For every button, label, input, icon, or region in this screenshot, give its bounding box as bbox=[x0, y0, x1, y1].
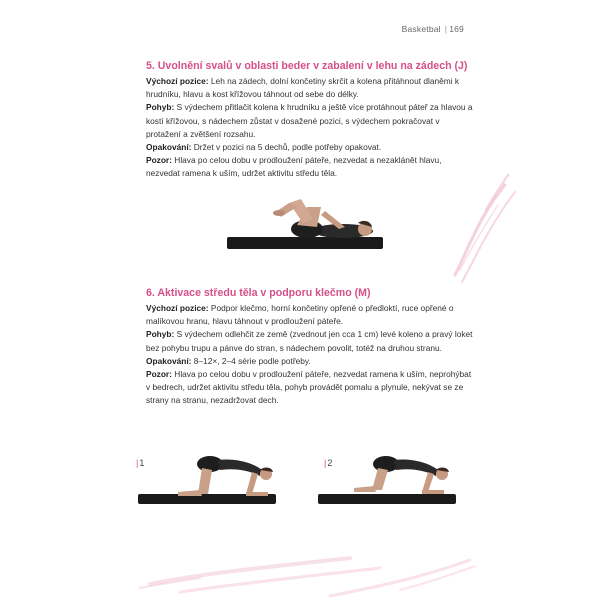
start-position-label: Výchozí pozice: bbox=[146, 76, 209, 86]
caution-text: Hlava po celou dobu v prodloužení páteře, nezvedat a nezaklánět hlavu, nezvedat ramena k uším, udržet aktivitu středu těla. bbox=[146, 155, 442, 179]
page-number: 169 bbox=[449, 24, 464, 34]
knees-to-chest-illustration bbox=[225, 195, 395, 265]
movement-text: S výdechem přitlačit kolena k hrudníku a ještě více protáhnout páteř za hlavou a kostí křížovou, s nádechem zůstat v dosažené pozici, s výdechem pokračovat v protažení a zvětšení rozsahu. bbox=[146, 102, 473, 139]
caution-text: Hlava po celou dobu v prodloužení páteře, nezvedat ramena k uším, neprohýbat v bedrech, udržet aktivitu středu těla, pohyb provádět pomalu a plynule, nekývat se ze strany na stranu, nezadržovat dech. bbox=[146, 369, 472, 406]
exercise-5-repetition bbox=[146, 141, 474, 154]
repetition-label: Opakování: bbox=[146, 355, 192, 366]
quadruped-photo-1 bbox=[134, 452, 284, 522]
exercise-6-caution bbox=[146, 368, 474, 408]
quadruped-photo-2 bbox=[314, 452, 464, 522]
exercise-5-caution bbox=[146, 154, 474, 180]
exercise-6-movement bbox=[146, 328, 474, 354]
exercise-6-body bbox=[146, 302, 474, 408]
exercise-5-title: 5. Uvolnění svalů v oblasti beder v zabalení v lehu na zádech (J) bbox=[146, 60, 468, 72]
start-position-text: Podpor klečmo, horní končetiny opřené o předloktí, ruce opřené o malíkovou hranu, hlavu táhnout v prodloužení páteře. bbox=[146, 303, 454, 327]
photo-2-number: 2 bbox=[327, 458, 333, 468]
exercise-5-movement bbox=[146, 101, 474, 141]
movement-text: S výdechem odlehčit ze země (zvednout jen cca 1 cm) levé koleno a pravý loket bez pohybu trupu a pánve do stran, s nádechem povolit, totéž na druhou stranu. bbox=[146, 329, 473, 353]
header-section-title: Basketbal bbox=[401, 24, 441, 34]
exercise-5-start-position bbox=[146, 75, 474, 101]
repetition-text: 8–12×, 2–4 série podle potřeby. bbox=[191, 355, 311, 366]
start-position-text: Leh na zádech, dolní končetiny skrčit a kolena přitáhnout dlaněmi k hrudníku, hlavu a kost křížovou táhnout od sebe do délky. bbox=[146, 76, 460, 100]
repetition-label: Opakování: bbox=[146, 142, 192, 153]
start-position-label: Výchozí pozice: bbox=[146, 303, 209, 313]
movement-label: Pohyb: bbox=[146, 102, 175, 113]
exercise-6-start-position bbox=[146, 302, 474, 328]
label-bar: | bbox=[324, 458, 327, 468]
header-separator: | bbox=[444, 24, 448, 34]
caution-label: Pozor: bbox=[146, 155, 172, 166]
photo-1-number: 1 bbox=[139, 458, 145, 468]
caution-label: Pozor: bbox=[146, 369, 172, 380]
exercise-6-title: 6. Aktivace středu těla v podporu klečmo (M) bbox=[146, 287, 371, 299]
repetition-text: Držet v pozici na 5 dechů, podle potřeby opakovat. bbox=[191, 142, 382, 153]
movement-label: Pohyb: bbox=[146, 329, 175, 340]
exercise-6-repetition bbox=[146, 355, 474, 368]
label-bar: | bbox=[136, 458, 139, 468]
exercise-5-body bbox=[146, 75, 474, 181]
page-header bbox=[402, 24, 464, 34]
